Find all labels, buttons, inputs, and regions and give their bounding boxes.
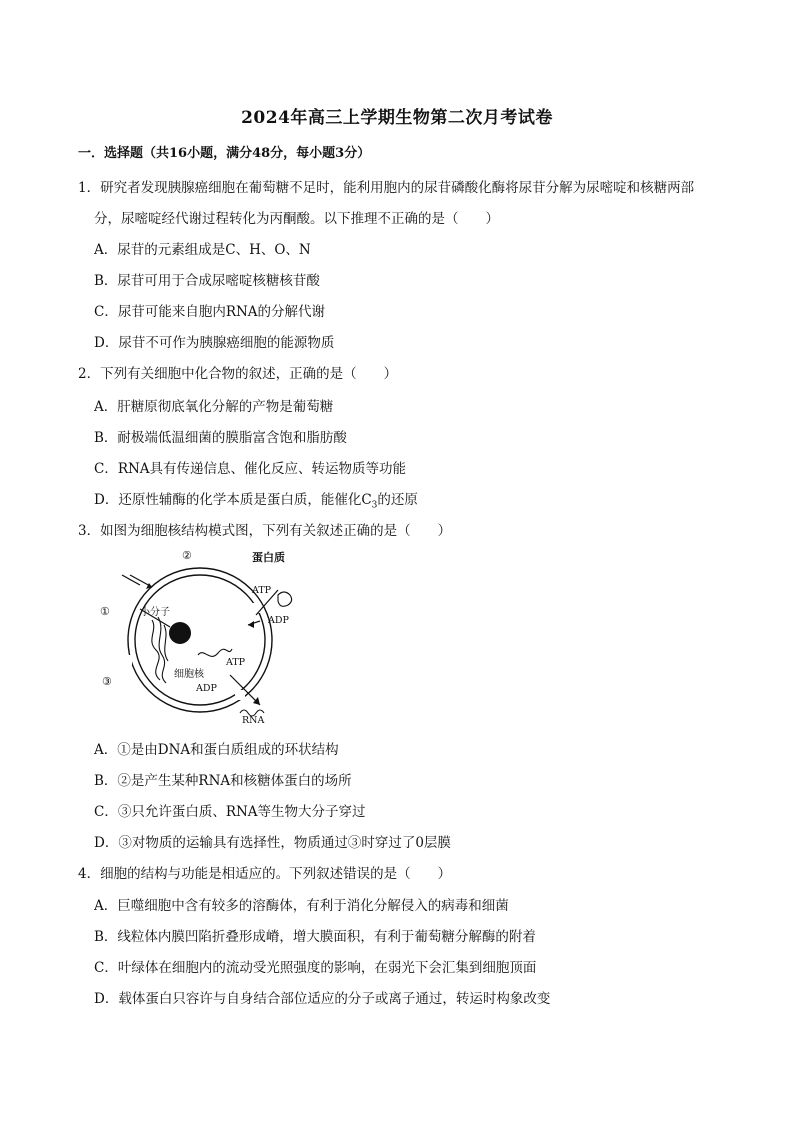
q3-option-d[interactable]: D．③对物质的运输具有选择性，物质通过③时穿过了0层膜 <box>94 835 451 851</box>
nucleus-diagram <box>100 545 320 725</box>
q2-option-b[interactable]: B．耐极端低温细菌的膜脂富含饱和脂肪酸 <box>94 430 347 446</box>
label-1: ① <box>100 605 110 618</box>
mrna-strand <box>198 649 232 656</box>
q1-stem-line1: 1．研究者发现胰腺癌细胞在葡萄糖不足时，能利用胞内的尿苷磷酸化酶将尿苷分解为尿嘧啶和核糖两部 <box>78 180 695 196</box>
label-adp-bottom: ADP <box>196 683 217 694</box>
q2-stem: 2．下列有关细胞中化合物的叙述，正确的是（ ） <box>78 366 398 382</box>
label-atp-top: ATP <box>252 585 272 596</box>
q2-option-d[interactable] <box>94 488 418 511</box>
q1-option-a[interactable]: A．尿苷的元素组成是C、H、O、N <box>94 242 311 258</box>
chromatin-strand-1 <box>152 620 160 680</box>
q3-option-b[interactable]: B．②是产生某种RNA和核糖体蛋白的场所 <box>94 773 352 789</box>
q2-option-a[interactable]: A．肝糖原彻底氧化分解的产物是葡萄糖 <box>94 399 334 415</box>
section-heading: 一．选择题（共16小题，满分48分，每小题3分） <box>78 146 371 161</box>
q4-option-d[interactable]: D．载体蛋白只容许与自身结合部位适应的分子或离子通过，转运时构象改变 <box>94 991 551 1007</box>
label-rna: RNA <box>242 715 265 725</box>
q1-stem-line2: 分，尿嘧啶经代谢过程转化为丙酮酸。以下推理不正确的是（ ） <box>94 211 499 227</box>
label-adp-top: ADP <box>268 615 289 626</box>
q2-option-d-prefix: D．还原性辅酶的化学本质是蛋白质，能催化C <box>94 492 372 508</box>
q3-option-a[interactable]: A．①是由DNA和蛋白质组成的环状结构 <box>94 742 339 758</box>
q2-option-c[interactable]: C．RNA具有传递信息、催化反应、转运物质等功能 <box>94 461 407 477</box>
q4-option-a[interactable]: A．巨噬细胞中含有较多的溶酶体，有利于消化分解侵入的病毒和细菌 <box>94 898 509 914</box>
chromatin-strand-3 <box>164 625 168 661</box>
q1-option-d[interactable]: D．尿苷不可作为胰腺癌细胞的能源物质 <box>94 335 335 351</box>
q1-option-c[interactable]: C．尿苷可能来自胞内RNA的分解代谢 <box>94 304 326 320</box>
label-3: ③ <box>102 675 112 688</box>
q3-option-c[interactable]: C．③只允许蛋白质、RNA等生物大分子穿过 <box>94 804 366 820</box>
label-small-molecule: 小分子 <box>140 607 170 618</box>
protein-blob <box>278 592 292 606</box>
label-2: ② <box>182 549 192 562</box>
nucleolus <box>169 622 191 644</box>
label-nucleus: 细胞核 <box>174 669 204 680</box>
label-protein: 蛋白质 <box>252 551 285 564</box>
label-atp-bottom: ATP <box>226 657 246 668</box>
q3-stem: 3．如图为细胞核结构模式图，下列有关叙述正确的是（ ） <box>78 523 452 539</box>
q1-option-b[interactable]: B．尿苷可用于合成尿嘧啶核糖核苷酸 <box>94 273 320 289</box>
q2-option-d-subscript: 3 <box>371 500 378 511</box>
exam-title: 2024年高三上学期生物第二次月考试卷 <box>241 108 553 128</box>
q4-stem: 4．细胞的结构与功能是相适应的。下列叙述错误的是（ ） <box>78 866 452 882</box>
q4-option-b[interactable]: B．线粒体内膜凹陷折叠形成嵴，增大膜面积，有利于葡萄糖分解酶的附着 <box>94 929 536 945</box>
q4-option-c[interactable]: C．叶绿体在细胞内的流动受光照强度的影响，在弱光下会汇集到细胞顶面 <box>94 960 537 976</box>
q2-option-d-suffix: 的还原 <box>377 492 418 508</box>
